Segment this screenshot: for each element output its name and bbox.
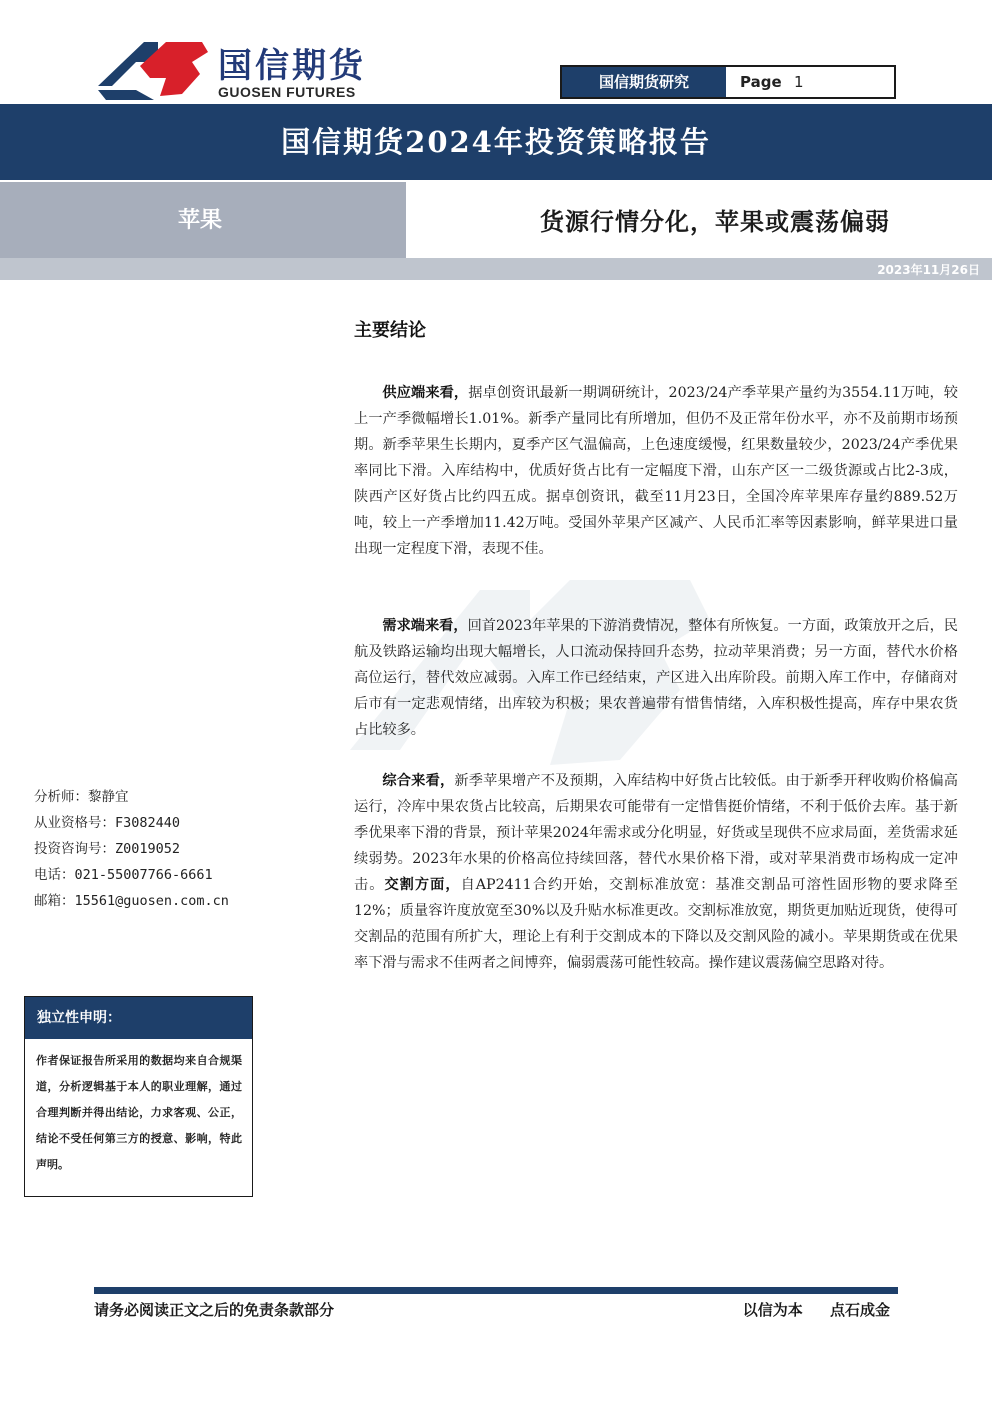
analyst-name: 分析师：黎静宜 <box>34 789 129 805</box>
footer-rule <box>94 1287 898 1294</box>
section-heading: 主要结论 <box>354 320 426 341</box>
logo-name-en: GUOSEN FUTURES <box>218 84 356 100</box>
report-title: 国信期货2024年投资策略报告 <box>281 125 711 159</box>
analyst-info <box>34 784 229 914</box>
analyst-email: 邮箱：15561@guosen.com.cn <box>34 893 229 909</box>
supply-text: 据卓创资讯最新一期调研统计，2023/24产季苹果产量约为3554.11万吨，较上一产季微幅增长1.01%。新季产量同比有所增加，但仍不及正常年份水平，亦不及前期市场预期。新季苹果生长期内，夏季产区气温偏高，上色速度缓慢，红果数量较少，2023/24产季优果率同比下滑。入库结构中，优质好货占比有一定幅度下滑，山东产区一二级货源或占比2-3成，陕西产区好货占比约四五成。据卓创资讯，截至11月23日，全国冷库苹果库存量约889.52万吨，较上一产季增加11.42万吨。受国外苹果产区减产、人民币汇率等因素影响，鲜苹果进口量出现一定程度下滑，表现不佳。 <box>354 385 958 557</box>
page-label: Page <box>740 73 782 91</box>
logo-name-cn: 国信期货 <box>218 46 366 86</box>
page-number: 1 <box>794 73 804 91</box>
demand-paragraph <box>354 613 958 743</box>
delivery-text: 自AP2411合约开始，交割标准放宽：基准交割品可溶性固形物的要求降至12%；质量容许度放宽至30%以及升贴水标准更改。交割标准放宽，期货更加贴近现货，使得可交割品的范围有所扩大，理论上有利于交割成本的下降以及交割风险的减小。苹果期货或在优果率下滑与需求不佳两者之间博弈，偏弱震荡可能性较高。操作建议震荡偏空思路对待。 <box>354 877 958 971</box>
demand-text: 回首2023年苹果的下游消费情况，整体有所恢复。一方面，政策放开之后，民航及铁路运输均出现大幅增长，人口流动保持回升态势，拉动苹果消费；另一方面，替代水价格高位运行，替代效应减弱。入库工作已经结束，产区进入出库阶段。前期入库工作中，存储商对后市有一定悲观情绪，出库较为积极；果农普遍带有惜售情绪，入库积极性提高，库存中果农货占比较多。 <box>354 618 958 738</box>
supply-paragraph <box>354 380 958 562</box>
report-date: 2023年11月26日 <box>877 263 980 277</box>
summary-paragraph <box>354 768 958 976</box>
analyst-phone: 电话：021-55007766-6661 <box>34 867 213 883</box>
research-label: 国信期货研究 <box>562 67 726 97</box>
guosen-logo-icon <box>96 34 208 104</box>
supply-lead: 供应端来看， <box>382 385 469 401</box>
summary-text: 新季苹果增产不及预期，入库结构中好货占比较低。由于新季开秤收购价格偏高运行，冷库中果农货占比较高，后期果农可能带有一定惜售挺价情绪，不利于低价去库。基于新季优果率下滑的背景，预计苹果2024年需求或分化明显，好货或呈现供不应求局面，差货需求延续弱势。2023年水果的价格高位持续回落，替代水果价格下滑，或对苹果消费市场构成一定冲击。 <box>354 773 958 893</box>
category-label: 苹果 <box>177 207 222 233</box>
demand-lead: 需求端来看， <box>382 618 468 634</box>
independence-header: 独立性申明： <box>25 997 252 1039</box>
footer-disclaimer: 请务必阅读正文之后的免责条款部分 <box>94 1301 335 1319</box>
footer-slogan: 以信为本 点石成金 <box>742 1301 890 1319</box>
independence-text: 作者保证报告所采用的数据均来自合规渠道，分析逻辑基于本人的职业理解，通过合理判断并得出结论，力求客观、公正，结论不受任何第三方的授意、影响，特此声明。 <box>36 1054 242 1171</box>
delivery-lead: 交割方面， <box>384 877 461 893</box>
headline: 货源行情分化，苹果或震荡偏弱 <box>540 207 890 236</box>
analyst-license: 从业资格号：F3082440 <box>34 815 181 831</box>
analyst-consult-number: 投资咨询号：Z0019052 <box>34 841 181 857</box>
summary-lead: 综合来看， <box>382 773 455 789</box>
